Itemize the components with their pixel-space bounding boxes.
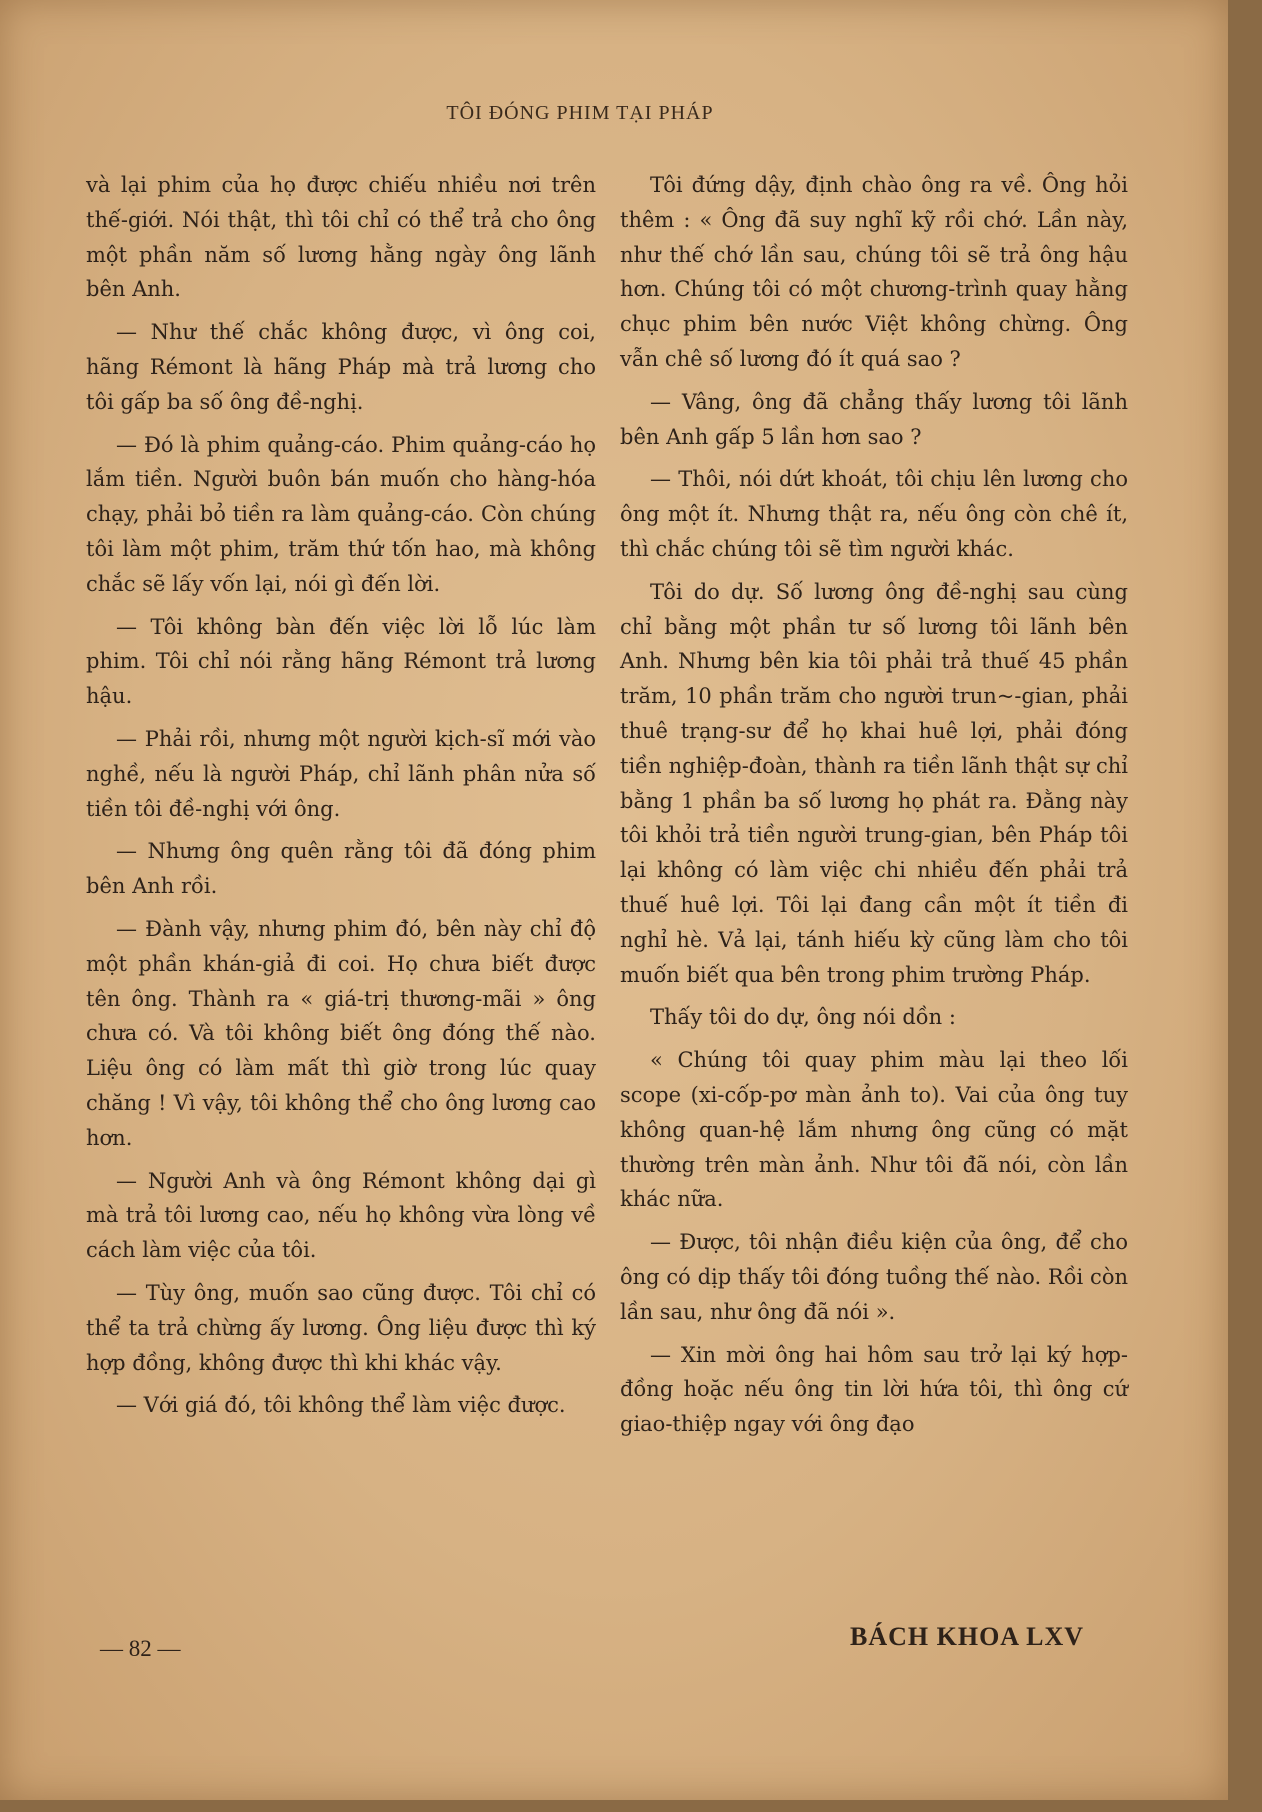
paragraph: Tôi do dự. Số lương ông đề-nghị sau cùng chỉ bằng một phần tư số lương tôi lãnh bên Anh. Nhưng bên kia tôi phải trả thuế 45 phần trăm, 10 phần trăm cho người trun~-gian, phải thuê trạng-sư để họ khai huê lợi, phải đóng tiền nghiệp-đoàn, thành ra tiền lãnh thật sự chỉ bằng 1 phần ba số lương họ phát ra. Đằng này tôi khỏi trả tiền người trung-gian, bên Pháp tôi lại không có làm việc chi nhiều đến phải trả thuế huê lợi. Tôi lại đang cần một ít tiền đi nghỉ hè. Vả lại, tánh hiếu kỳ cũng làm cho tôi muốn biết qua bên trong phim trường Pháp. — [620, 579, 1128, 987]
paragraph: — Người Anh và ông Rémont không dại gì mà trả tôi lương cao, nếu họ không vừa lòng về cách làm việc của tôi. — [86, 1168, 596, 1263]
paragraph: Thấy tôi do dự, ông nói dồn : — [650, 1005, 956, 1030]
paragraph: — Tùy ông, muốn sao cũng được. Tôi chỉ có thể ta trả chừng ấy lương. Ông liệu được thì ký hợp đồng, không được thì khi khác vậy. — [86, 1280, 596, 1375]
paragraph: — Được, tôi nhận điều kiện của ông, để cho ông có dịp thấy tôi đóng tuồng thế nào. Rồi còn lần sau, như ông đã nói ». — [620, 1230, 1128, 1324]
paragraph: và lại phim của họ được chiếu nhiều nơi trên thế-giới. Nói thật, thì tôi chỉ có thể trả cho ông một phần năm số lương hằng ngày ông lãnh bên Anh. — [86, 173, 596, 302]
paragraph: — Vâng, ông đã chẳng thấy lương tôi lãnh bên Anh gấp 5 lần hơn sao ? — [620, 389, 1128, 449]
paragraph: — Phải rồi, nhưng một người kịch-sĩ mới vào nghề, nếu là người Pháp, chỉ lãnh phân nửa số tiền tôi đề-nghị với ông. — [86, 726, 596, 821]
paragraph: — Như thế chắc không được, vì ông coi, hãng Rémont là hãng Pháp mà trả lương cho tôi gấp ba số ông đề-nghị. — [86, 320, 596, 414]
paragraph: — Với giá đó, tôi không thể làm việc được. — [116, 1393, 566, 1418]
page-number: — 82 — — [100, 1636, 181, 1661]
paragraph: Tôi đứng dậy, định chào ông ra về. Ông hỏi thêm : « Ông đã suy nghĩ kỹ rồi chớ. Lần này, như thế chớ lần sau, chúng tôi sẽ trả ông hậu hơn. Chúng tôi có một chương-trình quay hằng chục phim bên nước Việt không chừng. Ông vẫn chê số lương đó ít quá sao ? — [620, 173, 1128, 371]
left-column — [86, 168, 596, 1431]
publication-title: BÁCH KHOA LXV — [850, 1622, 1085, 1651]
paragraph: — Xin mời ông hai hôm sau trở lại ký hợp-đồng hoặc nếu ông tin lời hứa tôi, thì ông cứ giao-thiệp ngay với ông đạo — [620, 1342, 1128, 1437]
paragraph: — Đó là phim quảng-cáo. Phim quảng-cáo họ lắm tiền. Người buôn bán muốn cho hàng-hóa chạy, phải bỏ tiền ra làm quảng-cáo. Còn chúng tôi làm một phim, trăm thứ tốn hao, mà không chắc sẽ lấy vốn lại, nói gì đến lời. — [86, 432, 596, 596]
paragraph: — Nhưng ông quên rằng tôi đã đóng phim bên Anh rồi. — [86, 839, 596, 899]
paragraph: — Tôi không bàn đến việc lời lỗ lúc làm phim. Tôi chỉ nói rằng hãng Rémont trả lương hậu. — [86, 614, 596, 709]
paragraph: — Đành vậy, nhưng phim đó, bên này chỉ độ một phần khán-giả đi coi. Họ chưa biết được tên ông. Thành ra « giá-trị thương-mãi » ông chưa có. Và tôi không biết ông đóng thế nào. Liệu ông có làm mất thì giờ trong lúc quay chăng ! Vì vậy, tôi không thể cho ông lương cao hơn. — [86, 916, 596, 1150]
right-column — [620, 168, 1128, 1450]
paragraph: — Thôi, nói dứt khoát, tôi chịu lên lương cho ông một ít. Nhưng thật ra, nếu ông còn chê ít, thì chắc chúng tôi sẽ tìm người khác. — [620, 467, 1128, 561]
paragraph: « Chúng tôi quay phim màu lại theo lối scope (xi-cốp-pơ màn ảnh to). Vai của ông tuy không quan-hệ lắm nhưng ông cũng có mặt thường trên màn ảnh. Như tôi đã nói, còn lần khác nữa. — [620, 1048, 1128, 1212]
running-head-title: TÔI ĐÓNG PHIM TẠI PHÁP — [446, 102, 714, 124]
